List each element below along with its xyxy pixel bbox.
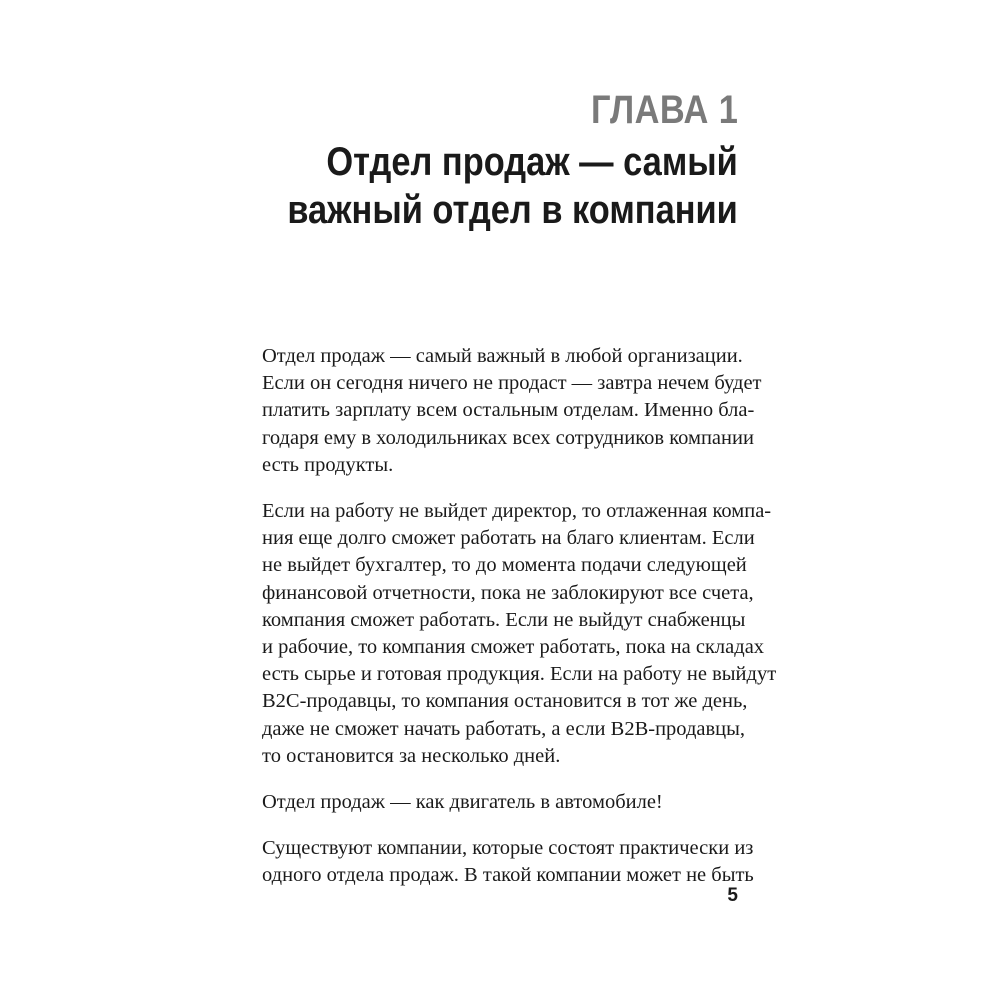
text-line: и рабочие, то компания сможет работать, пока на складах (262, 636, 765, 659)
text-line: то остановится за несколько дней. (262, 744, 561, 767)
chapter-title-line: важный отдел в компании (287, 188, 738, 232)
text-line: есть продукты. (262, 453, 394, 476)
text-line: финансовой отчетности, пока не заблокируют все счета, (262, 581, 754, 604)
text-line: Существуют компании, которые состоят практически из (262, 837, 754, 860)
page-number: 5 (727, 885, 738, 906)
text-line: одного отдела продаж. В такой компании может не быть (262, 864, 754, 887)
text-line: Отдел продаж — как двигатель в автомобиле! (262, 791, 663, 814)
paragraph (262, 835, 754, 889)
text-line: Отдел продаж — самый важный в любой организации. (262, 345, 743, 367)
body-text (262, 343, 777, 909)
text-line: Если он сегодня ничего не продаст — завтра нечем будет (262, 372, 762, 395)
paragraph (262, 789, 738, 816)
text-line: B2C-продавцы, то компания остановится в тот же день, (262, 690, 748, 713)
text-line: платить зарплату всем остальным отделам. Именно бла- (262, 399, 755, 422)
chapter-title (288, 138, 738, 234)
text-line: Если на работу не выйдет директор, то отлаженная компа- (262, 500, 772, 523)
chapter-label: ГЛАВА 1 (590, 88, 738, 132)
paragraph (262, 498, 777, 770)
chapter-title-line: Отдел продаж — самый (326, 140, 738, 184)
text-line: годаря ему в холодильниках всех сотрудников компании (262, 426, 754, 449)
text-line: компания сможет работать. Если не выйдут снабженцы (262, 608, 746, 631)
text-line: даже не сможет начать работать, а если B2B-продавцы, (262, 717, 746, 740)
text-line: не выйдет бухгалтер, то до момента подачи следующей (262, 554, 747, 577)
text-line: ния еще долго сможет работать на благо клиентам. Если (262, 527, 755, 550)
paragraph (262, 343, 762, 479)
text-line: есть сырье и готовая продукция. Если на работу не выйдут (262, 663, 777, 686)
